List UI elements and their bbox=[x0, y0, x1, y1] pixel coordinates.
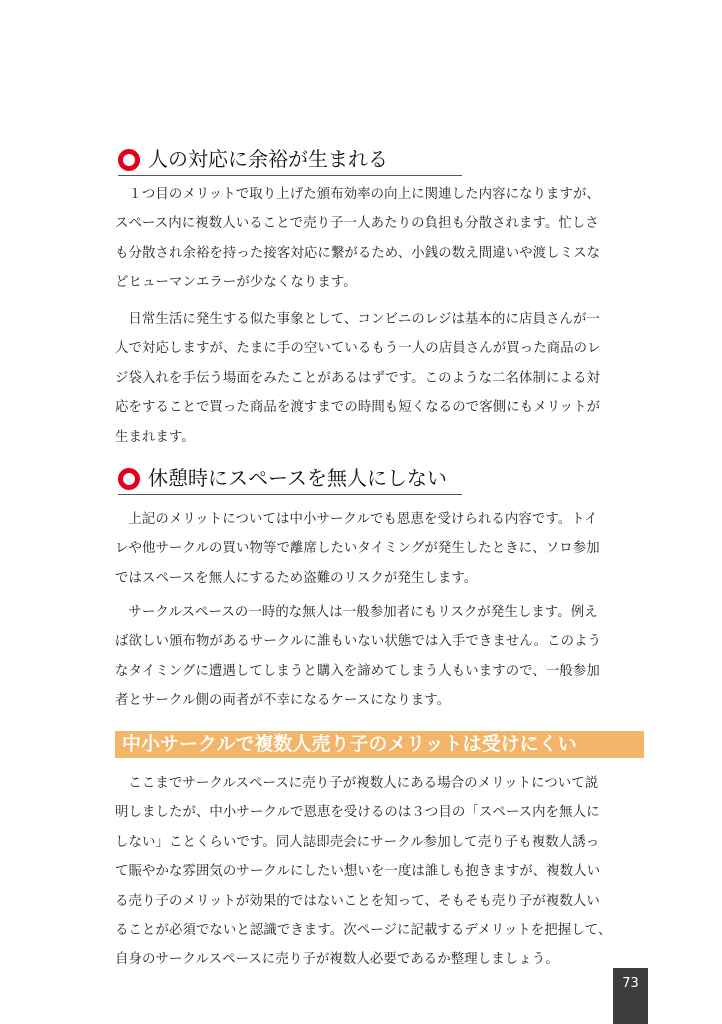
page-number: 73 bbox=[622, 976, 639, 991]
text-line: なタイミングに遭遇してしまうと購入を諦めてしまう人もいますので、一般参加 bbox=[115, 663, 600, 679]
text-line: ここまでサークルスペースに売り子が複数人にある場合のメリットについて説 bbox=[128, 776, 599, 791]
paragraph bbox=[115, 505, 650, 593]
text-line: しない」ことくらいです。同人誌即売会にサークル参加して売り子も複数人誘っ bbox=[115, 834, 600, 850]
text-line: 上記のメリットについては中小サークルでも恩恵を受けられる内容です。トイ bbox=[128, 512, 598, 527]
text-line: スペース内に複数人いることで売り子一人あたりの負担も分散されます。忙しさ bbox=[115, 216, 599, 232]
text-line: 人で対応しますが、たまに手の空いているもう一人の店員さんが買った商品のレ bbox=[115, 341, 601, 357]
text-line: 応をすることで買った商品を渡すまでの時間も短くなるので客側にもメリットが bbox=[115, 400, 601, 416]
text-line: ジ袋入れを手伝う場面をみたことがあるはずです。このような二名体制による対 bbox=[115, 370, 600, 386]
paragraph bbox=[115, 769, 650, 975]
highlight-heading-banner bbox=[115, 731, 644, 758]
text-line: 生まれます。 bbox=[115, 429, 195, 445]
paragraph bbox=[115, 180, 650, 298]
text-line: ば欲しい頒布物があるサークルに誰もいない状態では入手できません。このよう bbox=[115, 634, 602, 650]
text-line: て賑やかな雰囲気のサークルにしたい想いを一度は誰しも抱きますが、複数人い bbox=[115, 864, 601, 880]
text-line: 明しましたが、中小サークルで恩恵を受けるのは３つ目の「スペース内を無人に bbox=[115, 805, 600, 821]
section-title: 人の対応に余裕が生まれる bbox=[148, 147, 388, 171]
paragraph bbox=[115, 305, 650, 452]
text-line: サークルスペースの一時的な無人は一般参加者にもリスクが発生します。例え bbox=[128, 605, 598, 620]
text-line: ではスペースを無人にするため盗難のリスクが発生します。 bbox=[115, 570, 478, 586]
text-line: レや他サークルの買い物等で離席したいタイミングが発生したときに、ソロ参加 bbox=[115, 541, 600, 557]
text-line: 日常生活に発生する似た事象として、コンビニのレジは基本的に店員さんが一 bbox=[128, 312, 600, 327]
circle-bullet-icon bbox=[118, 149, 140, 171]
section-title: 休憩時にスペースを無人にしない bbox=[148, 466, 447, 490]
text-line: 自身のサークルスペースに売り子が複数人必要であるか整理しましょう。 bbox=[115, 952, 559, 968]
banner-title: 中小サークルで複数人売り子のメリットは受けにくい bbox=[122, 733, 577, 755]
text-line: どヒューマンエラーが少なくなります。 bbox=[115, 275, 357, 291]
section-heading-1 bbox=[118, 145, 462, 176]
circle-bullet-icon bbox=[118, 468, 140, 490]
text-line: る売り子のメリットが効果的ではないことを知って、そもそも売り子が複数人い bbox=[115, 893, 600, 909]
page-number-tab bbox=[613, 968, 648, 1024]
text-line: も分散され余裕を持った接客対応に繋がるため、小銭の数え間違いや渡しミスな bbox=[115, 245, 601, 261]
text-line: １つ目のメリットで取り上げた頒布効率の向上に関連した内容になりますが、 bbox=[128, 187, 601, 202]
text-line: ることが必須でないと認識できます。次ページに記載するデメリットを把握して、 bbox=[115, 923, 612, 939]
section-heading-2 bbox=[118, 464, 462, 495]
text-line: 者とサークル側の両者が不幸になるケースになります。 bbox=[115, 693, 451, 709]
paragraph bbox=[115, 598, 650, 716]
